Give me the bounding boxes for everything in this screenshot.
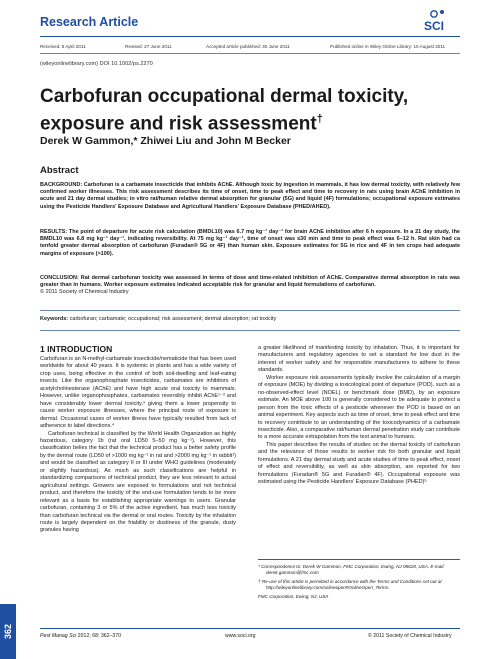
article-type-label: Research Article xyxy=(40,15,139,29)
keywords: Keywords: carbofuran; carbamate; occupational; risk assessment; dermal absorption; rat toxicity xyxy=(40,316,277,322)
footnote-reuse: † Re-use of this article is permitted in accordance with the Terms and Conditions set out at http://wileyonlinelibrary.com/onlineopen#OnlineOpen_Terms. xyxy=(258,579,442,590)
footer-citation: Pest Manag Sci 2012; 68: 362–370 xyxy=(40,633,122,639)
abstract-heading: Abstract xyxy=(40,165,79,176)
published-date: Published online in Wiley Online Library: 10 August 2011 xyxy=(330,44,446,49)
abstract-results: RESULTS: The point of departure for acute risk calculation (BMDL10) was 6.7 mg kg⁻¹ day⁻¹ for brain AChE inhibition after 6 h exposure. In a 21 day study, the BMDL10 was 6.8 mg kg⁻¹ day⁻¹, indicating reversibility. At 75 mg kg⁻¹ day⁻¹, time of onset was ≤30 min and time to peak effect was 6–12 h. Rat skin had ca tenfold greater dermal absorption of carbofuran (Furadan® 5G or 4F) than human skin. Exposure estimates for 5G in rice and 4F in ten crops had adequate margins of exposure (>100). xyxy=(40,229,460,257)
section-heading-introduction: 1 INTRODUCTION xyxy=(40,344,113,354)
footer-website[interactable]: www.soci.org xyxy=(225,633,256,639)
logo-text: SCI xyxy=(424,19,445,33)
paragraph: a greater likelihood of manifesting toxicity by inhalation. Thus, it is important for manufacturers and regulatory agencies to set a standard for low dust in the interest of worker safety and for responsible manufacturers to adhere to these standards. xyxy=(258,345,460,374)
title-line-1: Carbofuran occupational dermal toxicity, xyxy=(40,86,409,107)
keywords-top-rule xyxy=(40,310,460,311)
keywords-bottom-rule xyxy=(40,330,460,331)
footnote-rule xyxy=(258,559,460,560)
page-number: 362 xyxy=(3,623,13,639)
abstract-conclusion: CONCLUSION: Rat dermal carbofuran toxicity was assessed in terms of dose and time-related inhibition of AChE. Comparative dermal absorption in rats was greater than in humans. Worker exposure estimates indicated acceptable risk for granular and liquid formulations of carbofuran. © 2011 Society of Chemical Industry xyxy=(40,275,460,296)
article-title xyxy=(40,86,460,135)
revised-date: Revised: 27 June 2011 xyxy=(125,44,172,49)
left-column xyxy=(40,356,236,535)
paragraph: This paper describes the results of studies on the dermal toxicity of carbofuran and the relevance of those results to worker risk for both granular and liquid formulations. A 21 day dermal study and acute studies of time to peak effect, onset of effect and reversibility, as well as skin absorption, are reported for two formulations (Furadan® 5G and Furadan® 4F). Occupational exposure was estimated using the Pesticide Handlers' Exposure Database (PHED)⁵ xyxy=(258,441,460,486)
abstract-copyright: © 2011 Society of Chemical Industry xyxy=(40,289,129,296)
accepted-date: Accepted article published: 30 June 2011 xyxy=(206,44,290,49)
footnote-correspondence: * Correspondence to: Derek W Gammon, FMC Corporation, Ewing, NJ 08628, USA. E-mail: derek.gammon@fmc.com xyxy=(258,564,445,575)
paragraph: Carbofuran is an N-methyl-carbamate insecticide/nematicide that has been used worldwide for about 40 years. It is systemic in plants and has a wide variety of crop uses, being effective in the control of both soil-dwelling and leaf-eating insects. Like the organophosphate insecticides, carbamates are inhibitors of acetylcholinesterase (AChE) and have high acute oral toxicity to mammals. However, unlike organophosphates, carbamates reversibly inhibit AChE¹⁻³ and have considerably lower dermal toxicity,³ giving them a lower propensity to cause worker exposure illnesses, where the principal route of exposure is dermal. Occasional cases of worker illness have typically resulted from lack of adherence to label directions.⁴ xyxy=(40,356,236,430)
footer-rule xyxy=(40,628,460,629)
dates-rule xyxy=(40,53,460,54)
header-rule xyxy=(40,36,460,37)
doi[interactable]: (wileyonlinelibrary.com) DOI 10.1002/ps.2270 xyxy=(40,61,153,67)
authors: Derek W Gammon,* Zhiwei Liu and John M Becker xyxy=(40,135,291,147)
title-dagger: † xyxy=(316,113,323,125)
footer-copyright: © 2011 Society of Chemical Industry xyxy=(368,633,452,639)
right-column xyxy=(258,345,460,487)
abstract-background: BACKGROUND: Carbofuran is a carbamate insecticide that inhibits AChE. Although toxic by ingestion in mammals, it has low dermal toxicity, with relatively few confirmed worker illnesses. This risk assessment describes its time of onset, time to peak effect and time to recovery in rats using brain AChE inhibition in acute and 21 day dermal studies; in vitro rat/human relative dermal absorption for granular (5G) and liquid (4F) formulations; occupational exposure estimates using the Pesticide Handlers' Exposure Database and Agricultural Handlers' Exposure Database (PHED/AHED). xyxy=(40,182,460,210)
footnote-affiliation: FMC Corporation, Ewing, NJ, USA xyxy=(258,594,329,599)
paragraph: Worker exposure risk assessments typically involve the calculation of a margin of exposure (MOE) by dividing a toxicological point of departure (POD), such as a no-observed-effect level (NOEL) or benchmark dose (BMD), by an exposure estimate. An MOE above 100 is generally considered to be adequate to protect a person from the toxic effects of a pesticide whenever the POD is based on an animal experiment. Key aspects such as time of onset, time to peak effect and time to recovery contribute to an understanding of the toxicodynamics of a carbamate insecticide. Also, a comparative rat/human dermal penetration study can contribute to a more accurate extrapolation from the test animal to humans. xyxy=(258,374,460,441)
footnotes xyxy=(258,564,460,603)
sci-logo-icon xyxy=(420,8,462,34)
paragraph: Carbofuran technical is classified by the World Health Organization as highly hazardous, category 1b (rat oral LD50 5–50 mg kg⁻¹). However, this classification belies the fact that the technical product has a better safety profile by the dermal route (LD50 of >1000 mg kg⁻¹ in rat and >2000 mg kg⁻¹ in rabbit¹) and would be classified as category II or III under WHO guidelines (moderately or slightly hazardous). As much as such classifications are helpful in standardizing comparisons of technical product, they are less relevant to actual agricultural settings. Growers are exposed to formulations and not technical product, and therefore the toxicity of the end-use formulation tends to be more relevant as a basis for establishing appropriate warnings to users. Granular carbofuran, containing 3 or 5% of the active ingredient, has much less toxicity than carbofuran technical via the dermal or oral routes. Toxicity by the inhalation route is largely dependent on the friability or dustiness of the granule, dusty granules having xyxy=(40,430,236,534)
received-date: Received: 5 April 2011 xyxy=(40,44,86,49)
title-line-2: exposure and risk assessment† xyxy=(40,113,323,135)
